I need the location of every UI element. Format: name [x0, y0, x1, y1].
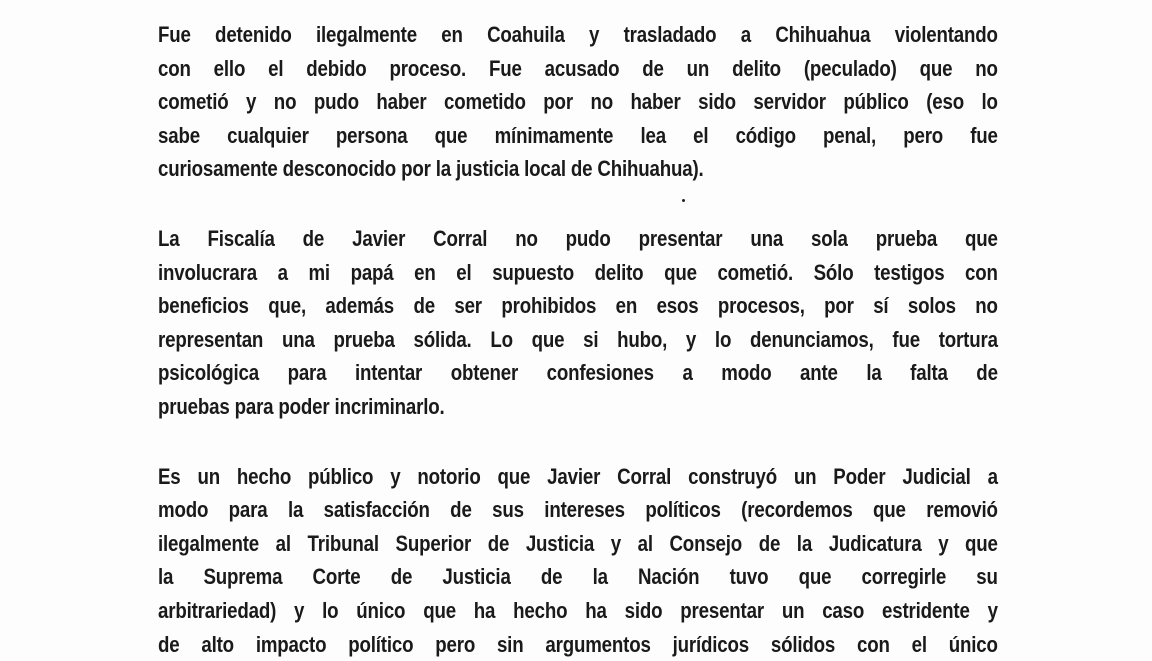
text-line: beneficios que, además de ser prohibidos en esos procesos, por sí solos no [158, 289, 998, 323]
text-line: modo para la satisfacción de sus intereses políticos (recordemos que removió [158, 493, 998, 527]
text-line: pruebas para poder incriminarlo. [158, 390, 998, 424]
text-line: de alto impacto político pero sin argumentos jurídicos sólidos con el único [158, 628, 998, 661]
paragraph-2 [158, 222, 998, 424]
text-line: arbitrariedad) y lo único que ha hecho ha sido presentar un caso estridente y [158, 594, 998, 628]
text-line: psicológica para intentar obtener confesiones a modo ante la falta de [158, 356, 998, 390]
text-line: Es un hecho público y notorio que Javier Corral construyó un Poder Judicial a [158, 460, 998, 494]
document-page [158, 18, 998, 661]
text-line: representan una prueba sólida. Lo que si hubo, y lo denunciamos, fue tortura [158, 323, 998, 357]
text-line: Fue detenido ilegalmente en Coahuila y trasladado a Chihuahua violentando [158, 18, 998, 52]
text-line: ilegalmente al Tribunal Superior de Justicia y al Consejo de la Judicatura y que [158, 527, 998, 561]
paragraph-3 [158, 460, 998, 661]
text-line: con ello el debido proceso. Fue acusado de un delito (peculado) que no [158, 52, 998, 86]
text-line: sabe cualquier persona que mínimamente lea el código penal, pero fue [158, 119, 998, 153]
text-line: La Fiscalía de Javier Corral no pudo presentar una sola prueba que [158, 222, 998, 256]
text-line: la Suprema Corte de Justicia de la Nación tuvo que corregirle su [158, 560, 998, 594]
text-line: involucrara a mi papá en el supuesto delito que cometió. Sólo testigos con [158, 256, 998, 290]
paragraph-1 [158, 18, 998, 186]
scan-speck [682, 199, 685, 202]
text-line: curiosamente desconocido por la justicia local de Chihuahua). [158, 152, 998, 186]
text-line: cometió y no pudo haber cometido por no haber sido servidor público (eso lo [158, 85, 998, 119]
